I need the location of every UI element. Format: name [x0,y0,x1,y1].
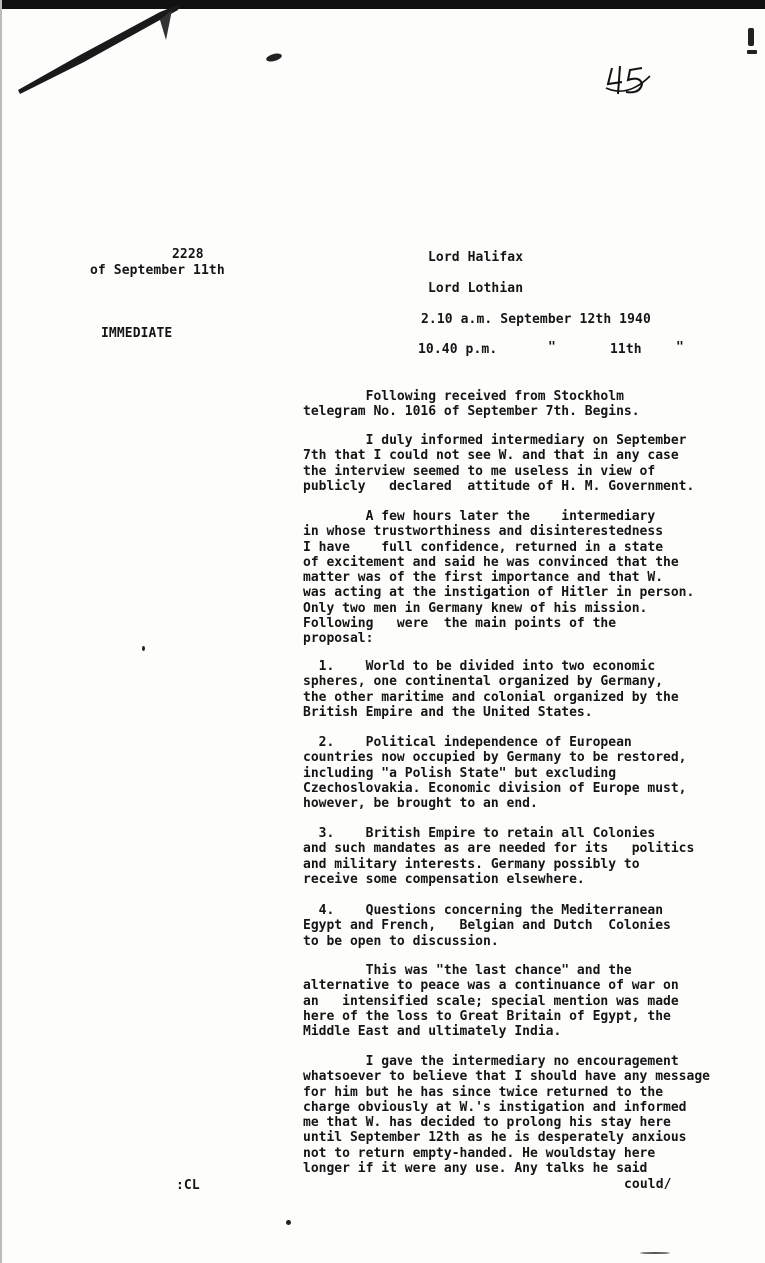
sender: Lord Halifax [428,250,524,265]
paragraph-intro: Following received from Stockholm telegram No. 1016 of September 7th. Begins. [303,389,640,420]
ink-mark [748,28,754,46]
point-2: 2. Political independence of European countries now occupied by Germany to be restored, including "a Polish State" but excluding Czechoslovakia. Economic division of Europe must, however, be brought to an end. [303,735,687,812]
point-3: 3. British Empire to retain all Colonies and such mandates as are needed for its politics and military interests. Germany possibly to receive some compensation elsewhere. [303,826,695,887]
scan-left-edge [0,0,2,1263]
ink-mark [747,50,757,54]
corner-slash-mark [10,0,210,100]
priority-label: IMMEDIATE [101,326,173,341]
ditto-mark: " [676,340,684,355]
ink-speck [265,52,282,63]
paragraph-encouragement: I gave the intermediary no encouragement whatsoever to believe that I should have any message for him but he has since twice returned to the charge obviously at W.'s instigation and informed me that W. has decided to prolong his stay here until September 12th as he is desperately anxious not to return empty-handed. He wouldstay here longer if it were any use. Any talks he said [303,1054,710,1177]
telegram-date: of September 11th [90,263,225,278]
ink-speck [286,1220,291,1225]
telegram-number: 2228 [172,247,204,262]
ink-mark [640,1252,670,1254]
paragraph-last-chance: This was "the last chance" and the alternative to peace was a continuance of war on an intensified scale; special mention was made here of the loss to Great Britain of Egypt, the Middle East and ultimately India. [303,963,679,1040]
despatch-time: 2.10 a.m. September 12th 1940 [421,312,651,327]
handwritten-number [604,62,654,98]
ditto-mark: " [548,340,556,355]
typist-initials: :CL [176,1178,200,1193]
point-4: 4. Questions concerning the Mediterranean Egypt and French, Belgian and Dutch Colonies to be open to discussion. [303,903,671,949]
point-1: 1. World to be divided into two economic spheres, one continental organized by Germany, the other maritime and colonial organized by the British Empire and the United States. [303,659,679,720]
ink-speck [142,646,145,651]
paragraph-proposal: A few hours later the intermediary in whose trustworthiness and disinterestedness I have full confidence, returned in a state of excitement and said he was convinced that the matter was of the first importance and that W. was acting at the instigation of Hitler in person. Only two men in Germany knew of his mission. Following were the main points of the proposal: [303,509,695,647]
paragraph-informed: I duly informed intermediary on September 7th that I could not see W. and that in any case the interview seemed to me useless in view of publicly declared attitude of H. M. Government. [303,433,695,494]
catchword: could/ [624,1177,672,1192]
receipt-day: 11th [610,342,642,357]
recipient: Lord Lothian [428,281,524,296]
receipt-time: 10.40 p.m. [418,342,498,357]
